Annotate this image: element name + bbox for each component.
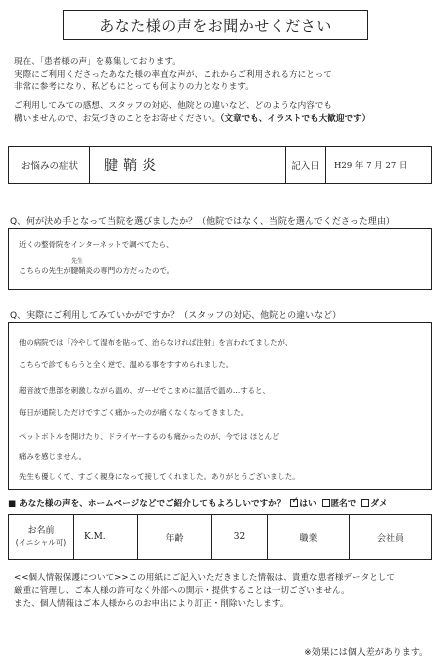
info-table xyxy=(8,514,432,560)
job-value: 会社員 xyxy=(349,515,431,559)
privacy-line: <<個人情報保護について>>この用紙にご記入いただきました情報は、貴重な患者様データとして xyxy=(14,573,395,583)
worry-label: お悩みの症状 xyxy=(21,161,79,172)
q2-label: Q、実際にご利用してみていかがですか？（スタッフの対応、他院との違いなど） xyxy=(10,311,342,321)
checkbox-icon[interactable] xyxy=(322,499,330,507)
intro-line: 実際にご利用くださったあなた様の率直な声が、これからご利用される方にとって xyxy=(14,69,332,80)
intro-text xyxy=(14,56,434,94)
intro2-line: 構いませんので、お気づきのことをお寄せください。（文章でも、イラストでも大歓迎です） xyxy=(14,113,371,124)
q1-insertion: 先生 xyxy=(71,258,84,265)
date-value: H29 年 7 月 27 日 xyxy=(325,147,431,183)
consent-option-no[interactable]: ダメ xyxy=(361,497,387,509)
q2-answer-line: 先生も優しくて、すごく親身になって接してくれました。ありがとうございました。 xyxy=(19,472,300,481)
consent-option-anonymous[interactable]: 匿名で xyxy=(322,497,357,509)
checkbox-icon[interactable] xyxy=(361,499,369,507)
checkbox-checked-icon[interactable] xyxy=(290,499,298,507)
consent-row xyxy=(8,497,432,509)
consent-option-yes[interactable]: ✓ はい xyxy=(290,497,316,509)
q2-answer-line: こちらで診てもらうと全く逆で、温める事をすすめられました。 xyxy=(19,360,234,369)
q1-answer-line: 近くの整骨院をインターネットで調べてたら、 xyxy=(19,240,174,249)
job-label: 職業 xyxy=(267,515,349,559)
consent-question: ■ あなた様の声を、ホームページなどでご紹介してもよろしいですか？ xyxy=(8,499,286,509)
privacy-notice xyxy=(14,572,434,611)
name-label-cell xyxy=(9,515,73,559)
q1-answer-line: こちらの先生が腱鞘炎の専門の方だったので。 xyxy=(19,266,175,275)
worry-value: 腱鞘炎 xyxy=(89,147,285,183)
q2-answer-box xyxy=(8,322,432,490)
q2-answer-line: ペットボトルを開けたり、ドライヤーするのも痛かったのが、今では ほとんど xyxy=(19,432,280,441)
q1-answer-box xyxy=(8,228,432,290)
privacy-line: また、個人情報はご本人様からのお申出により訂正・削除いたします。 xyxy=(14,599,289,609)
q2-answer-line: 痛みを感じません。 xyxy=(19,452,86,461)
date-label: 記入日 xyxy=(285,147,325,183)
q2-answer-line: 他の病院では「冷やして湿布を貼って、治らなければ注射」を言われてましたが、 xyxy=(19,338,293,347)
age-value: 32 xyxy=(211,515,267,559)
intro-text-2 xyxy=(14,100,434,125)
intro2-emphasis: （文章でも、イラストでも大歓迎です） xyxy=(220,113,371,124)
q1-label: Q、何が決め手となって当院を選びましたか？（他院ではなく、当院を選んでくださった理由） xyxy=(10,217,395,227)
disclaimer-note: ※効果には個人差があります。 xyxy=(304,648,428,658)
intro2-line: ご利用してみての感想、スタッフの対応、他院との違いなど、どのような内容でも xyxy=(14,101,332,111)
intro-line: 非常に参考になり、私どもにとっても何よりの力となります。 xyxy=(14,82,254,92)
name-value: K.M. xyxy=(73,515,137,559)
page-title: あなた様の声をお聞かせください xyxy=(63,10,368,40)
privacy-line: 厳重に管理し、ご本人様の許可なく外部への開示・提供することは一切ございません。 xyxy=(14,586,350,596)
name-sublabel: (イニシャル可) xyxy=(15,538,67,547)
q2-answer-line: 毎日が通院しただけですごく痛かったのが痛くなくなってきました。 xyxy=(19,408,249,417)
age-label: 年齢 xyxy=(137,515,211,559)
name-label: お名前 xyxy=(27,526,55,536)
intro-line: 現在、「患者様の声」を募集しております。 xyxy=(14,57,181,67)
worry-table xyxy=(8,146,432,184)
q2-answer-line: 超音波で患部を刺激しながら温め、ガーゼでこまめに温活で温め…すると、 xyxy=(19,386,270,395)
